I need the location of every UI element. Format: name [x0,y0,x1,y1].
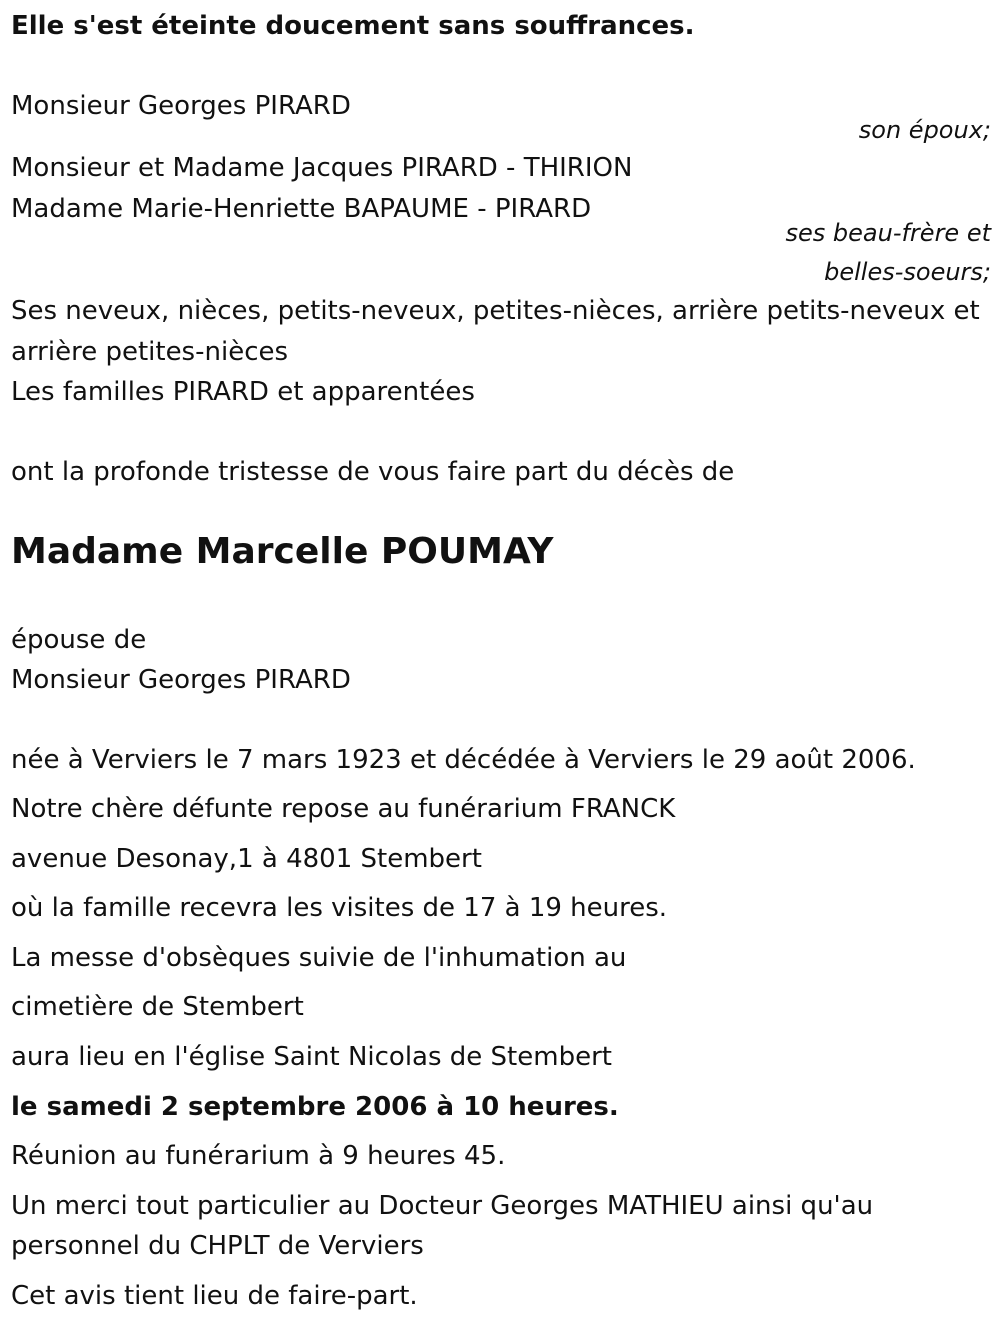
visits-text: où la famille recevra les visites de 17 à 19 heures. [11,893,668,923]
birth-death-text: née à Verviers le 7 mars 1923 et décédée à Verviers le 29 août 2006. [11,745,916,775]
announcement-text: ont la profonde tristesse de vous faire part du décès de [11,457,735,487]
spouse-of-label: épouse de [11,625,147,655]
thanks-line-2: personnel du CHPLT de Verviers [11,1231,424,1261]
relatives-line-2: arrière petites-nièces [11,337,289,367]
mass-line-2: cimetière de Stembert [11,992,304,1022]
address-text: avenue Desonay,1 à 4801 Stembert [11,844,482,874]
inlaws-line-1: Monsieur et Madame Jacques PIRARD - THIRION [11,153,633,183]
thanks-line-1: Un merci tout particulier au Docteur Georges MATHIEU ainsi qu'au [11,1191,874,1221]
meeting-text: Réunion au funérarium à 9 heures 45. [11,1141,506,1171]
inlaws-role-2: belles-soeurs; [824,258,991,286]
inlaws-line-2: Madame Marie-Henriette BAPAUME - PIRARD [11,194,592,224]
deceased-name: Madame Marcelle POUMAY [11,531,554,572]
inlaws-role-1: ses beau-frère et [785,219,991,247]
families-line: Les familles PIRARD et apparentées [11,377,475,407]
church-text: aura lieu en l'église Saint Nicolas de Stembert [11,1042,612,1072]
relatives-line-1: Ses neveux, nièces, petits-neveux, petites-nièces, arrière petits-neveux et [11,296,980,326]
mass-line-1: La messe d'obsèques suivie de l'inhumation au [11,943,627,973]
ceremony-date: le samedi 2 septembre 2006 à 10 heures. [11,1092,619,1122]
rests-at-text: Notre chère défunte repose au funérarium FRANCK [11,794,676,824]
spouse-name: Monsieur Georges PIRARD [11,91,351,121]
closing-text: Cet avis tient lieu de faire-part. [11,1281,418,1311]
spouse-role: son époux; [858,116,991,144]
intro-text: Elle s'est éteinte doucement sans souffrances. [11,11,695,41]
spouse-of-name: Monsieur Georges PIRARD [11,665,351,695]
